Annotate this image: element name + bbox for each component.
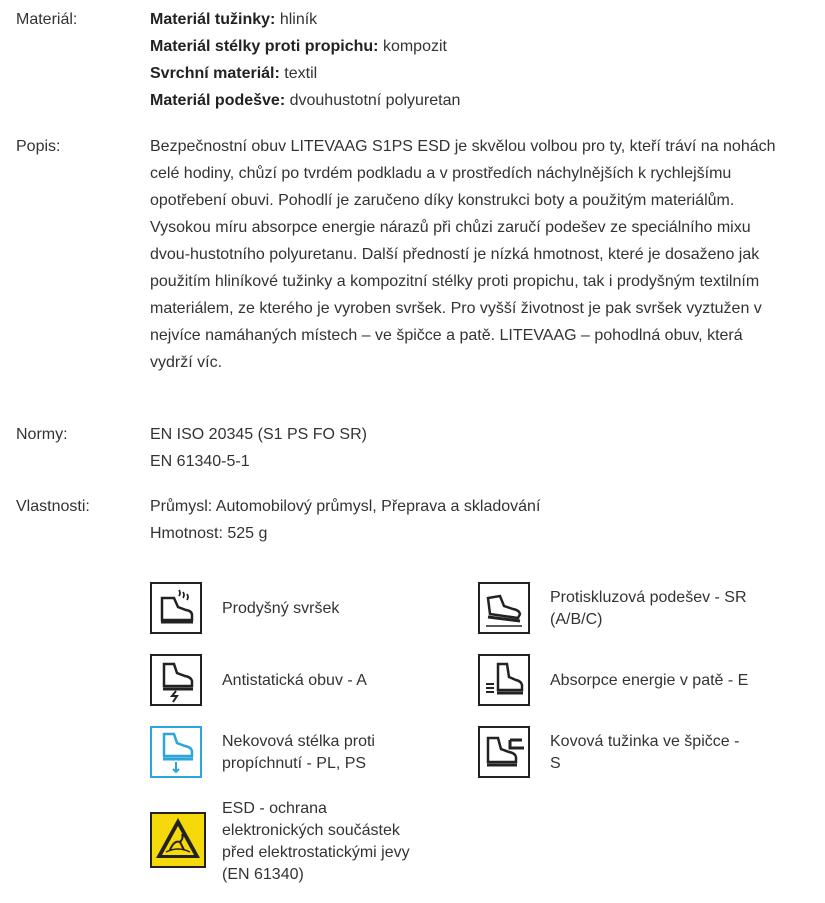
norms-label: Normy: [16, 426, 68, 443]
material-label: Materiál: [16, 11, 78, 28]
feature-non-metal-midsole [150, 726, 470, 782]
material-item: Materiál tužinky: hliník [150, 11, 318, 28]
description-label: Popis: [16, 138, 61, 155]
material-item: Svrchní materiál: textil [150, 65, 318, 82]
properties-label: Vlastnosti: [16, 498, 90, 515]
norm-item: EN ISO 20345 (S1 PS FO SR) [150, 426, 367, 443]
norms-values [150, 421, 790, 475]
property-item: Průmysl: Automobilový průmysl, Přeprava a skladování [150, 498, 541, 515]
breathable-upper-icon [150, 582, 202, 634]
metal-toecap-icon [478, 726, 530, 778]
feature-heel-energy [478, 654, 808, 710]
feature-text: ESD - ochrana elektronických součástek před elektrostatickými jevy (EN 61340) [222, 800, 410, 883]
feature-metal-toecap [478, 726, 808, 782]
material-values [150, 6, 790, 114]
feature-text: Kovová tužinka ve špičce - S [550, 733, 740, 772]
description-text: Bezpečnostní obuv LITEVAAG S1PS ESD je skvělou volbou pro ty, kteří tráví na nohách celé hodiny, chůzí po tvrdém podkladu a v prostředích náchylnějších k rychlejšímu opotřebení obuvi. Pohodlí je zaručeno díky konstrukci boty a použitým materiálům. Vysokou míru absorpce energie nárazů při chůzi zaručí podešev ze speciálního mixu dvou-hustotního polyuretanu. Další předností je nízká hmotnost, které je dosaženo jak použitím hliníkové tužinky a kompozitní stélky proti propichu, tak i prodyšným textilním materiálem, ze kterého je vyroben svršek. Pro vyšší životnost je pak svršek vyztužen v nejvíce namáhaných místech – ve špičce a patě. LITEVAAG – pohodlná obuv, která vydrží víc. [150, 138, 776, 371]
feature-text: Antistatická obuv - A [222, 672, 367, 689]
material-item: Materiál podešve: dvouhustotní polyuretan [150, 92, 461, 109]
antistatic-shoe-icon [150, 654, 202, 706]
feature-text: Nekovová stélka proti propíchnutí - PL, PS [222, 733, 375, 772]
esd-warning-icon [150, 812, 206, 868]
heel-energy-absorption-icon [478, 654, 530, 706]
anti-slip-sole-icon [478, 582, 530, 634]
property-item: Hmotnost: 525 g [150, 525, 268, 542]
non-metal-midsole-icon [150, 726, 202, 778]
material-item: Materiál stélky proti propichu: kompozit [150, 38, 447, 55]
feature-anti-slip [478, 582, 808, 638]
feature-antistatic [150, 654, 470, 710]
norm-item: EN 61340-5-1 [150, 453, 250, 470]
properties-values [150, 493, 790, 547]
feature-text: Protiskluzová podešev - SR (A/B/C) [550, 589, 747, 628]
feature-text: Prodyšný svršek [222, 600, 340, 617]
feature-esd [150, 798, 470, 888]
feature-text: Absorpce energie v patě - E [550, 672, 749, 689]
feature-breathable [150, 582, 470, 638]
